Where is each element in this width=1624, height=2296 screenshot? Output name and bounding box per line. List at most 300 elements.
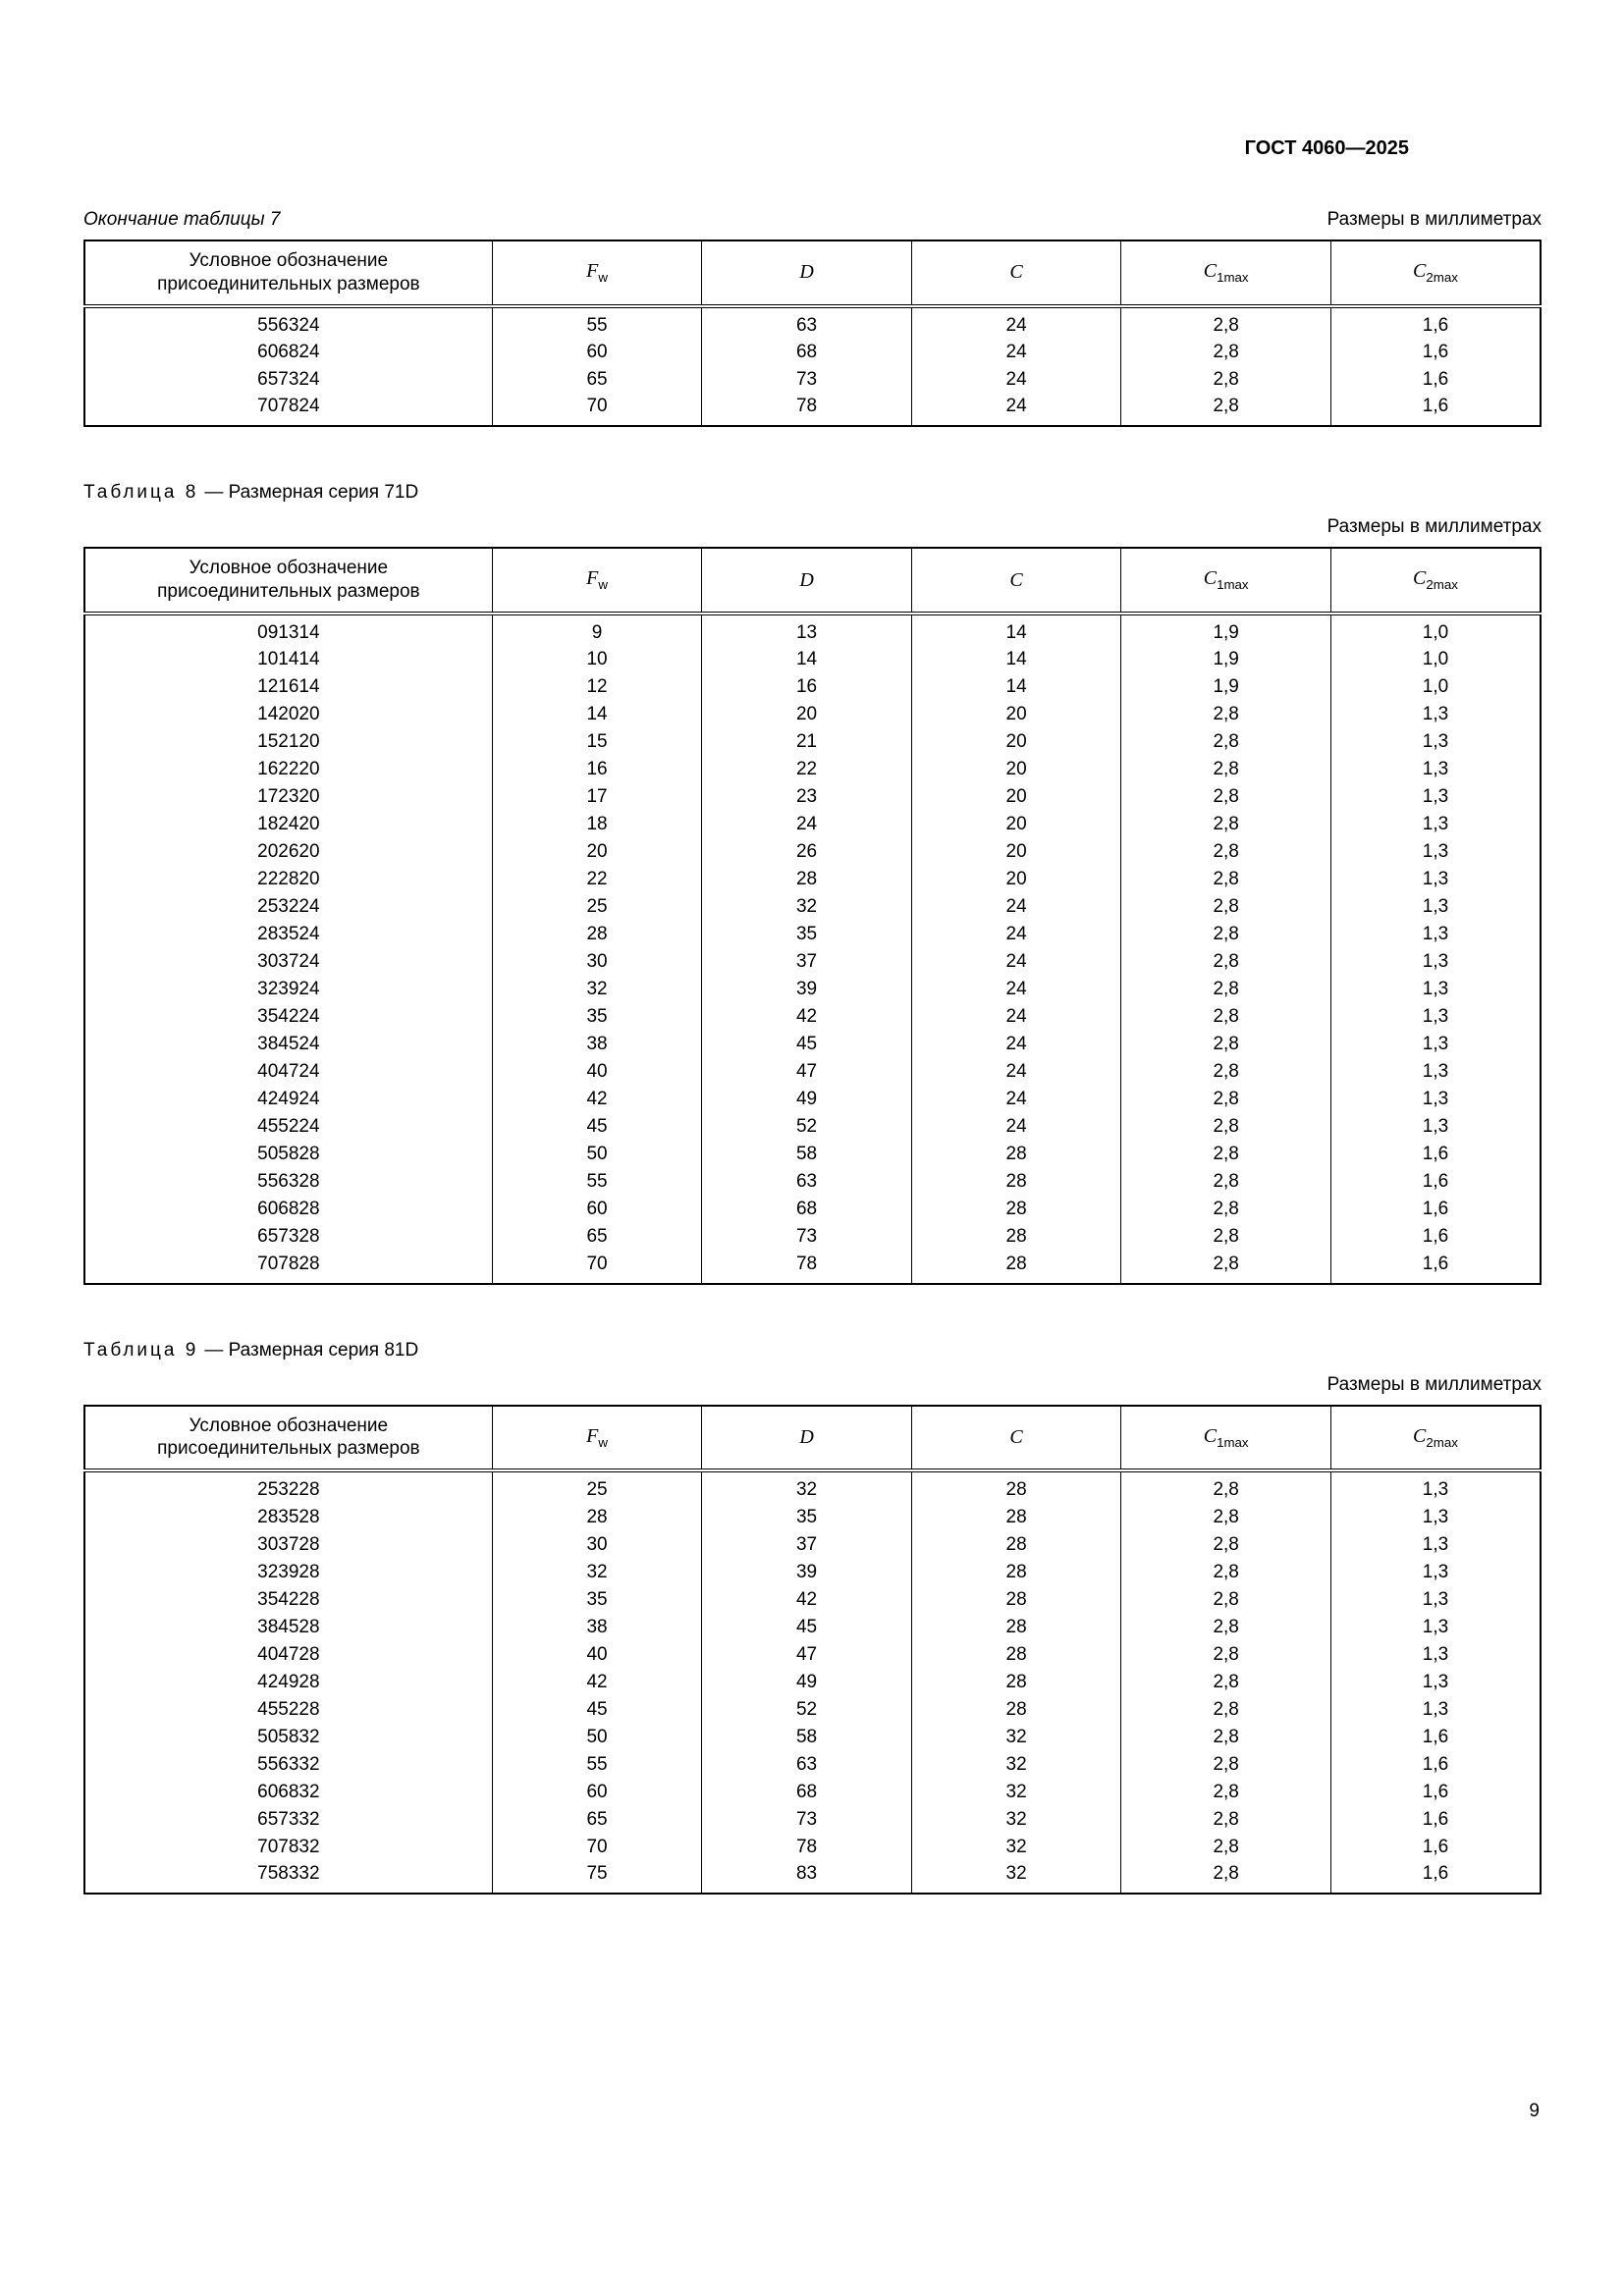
table-cell: 20 [911, 784, 1121, 812]
table9-head [84, 1406, 1541, 1471]
table-cell: 2,8 [1121, 1751, 1331, 1779]
table-cell: 38 [492, 1032, 702, 1059]
table-cell: 73 [702, 1806, 912, 1834]
table-cell: 73 [702, 1224, 912, 1252]
table-cell: 17 [492, 784, 702, 812]
table-cell: 1,9 [1121, 614, 1331, 647]
table-cell: 1,3 [1330, 949, 1541, 977]
table-row [84, 1586, 1541, 1614]
table-cell: 2,8 [1121, 1641, 1331, 1669]
table-cell: 28 [911, 1641, 1121, 1669]
table8-label: Таблица 8 [83, 482, 199, 504]
table-cell: 1,6 [1330, 1861, 1541, 1894]
table-cell: 75 [492, 1861, 702, 1894]
table-row [84, 1032, 1541, 1059]
table-cell: 1,3 [1330, 894, 1541, 922]
table-row [84, 1669, 1541, 1696]
table-cell: 20 [911, 812, 1121, 839]
table-cell: 52 [702, 1696, 912, 1724]
table-cell: 28 [911, 1531, 1121, 1559]
table-cell: 101414 [257, 649, 320, 670]
c2-subscript: 2max [1426, 269, 1458, 285]
table-cell: 49 [702, 1669, 912, 1696]
c-symbol: C [1009, 261, 1023, 284]
table-cell: 1,9 [1121, 647, 1331, 674]
table-cell: 60 [492, 1197, 702, 1224]
table-cell: 1,3 [1330, 1004, 1541, 1032]
table8-body [84, 614, 1541, 1284]
table-row [84, 1470, 1541, 1504]
table-row [84, 1724, 1541, 1751]
c1-subscript: 1max [1217, 1434, 1249, 1450]
table-cell: 22 [492, 867, 702, 894]
table-cell: 28 [702, 867, 912, 894]
table-row [84, 1004, 1541, 1032]
table-row [84, 949, 1541, 977]
d-symbol: D [799, 261, 814, 284]
table-row [84, 812, 1541, 839]
table-cell: 1,3 [1330, 1614, 1541, 1641]
table-cell: 2,8 [1121, 366, 1331, 394]
table-cell: 63 [702, 1751, 912, 1779]
table9-units-row [83, 1374, 1542, 1396]
designation-line1: Условное обозначение [189, 1415, 389, 1436]
table-cell: 283528 [257, 1506, 320, 1527]
table-cell: 2,8 [1121, 1861, 1331, 1894]
table-cell: 1,6 [1330, 1779, 1541, 1806]
table-cell: 24 [911, 1004, 1121, 1032]
table-cell: 55 [492, 1751, 702, 1779]
table-cell: 2,8 [1121, 1531, 1331, 1559]
table-cell: 1,3 [1330, 977, 1541, 1004]
table-cell: 253228 [257, 1479, 320, 1501]
table-cell: 24 [911, 339, 1121, 366]
table-cell: 45 [492, 1114, 702, 1142]
table-cell: 24 [911, 394, 1121, 426]
col-header-fw [492, 240, 702, 306]
table-cell: 1,6 [1330, 1751, 1541, 1779]
table-cell: 2,8 [1121, 1114, 1331, 1142]
table-cell: 1,3 [1330, 922, 1541, 949]
table-row [84, 366, 1541, 394]
table-cell: 202620 [257, 841, 320, 863]
table-row [84, 784, 1541, 812]
table-cell: 37 [702, 1531, 912, 1559]
table-cell: 556332 [257, 1753, 320, 1775]
table8-title [83, 482, 1542, 504]
table-cell: 40 [492, 1641, 702, 1669]
table-row [84, 647, 1541, 674]
table-cell: 32 [492, 1559, 702, 1586]
table-cell: 63 [702, 306, 912, 340]
table-cell: 1,6 [1330, 1806, 1541, 1834]
table-cell: 455224 [257, 1116, 320, 1138]
table-cell: 16 [702, 674, 912, 702]
table-8 [83, 547, 1542, 1284]
table-cell: 455228 [257, 1698, 320, 1720]
table-cell: 2,8 [1121, 1197, 1331, 1224]
table-cell: 24 [911, 977, 1121, 1004]
table-cell: 32 [911, 1751, 1121, 1779]
table-cell: 2,8 [1121, 1586, 1331, 1614]
table-cell: 2,8 [1121, 394, 1331, 426]
table-cell: 222820 [257, 869, 320, 890]
table-cell: 2,8 [1121, 1669, 1331, 1696]
table-row [84, 1197, 1541, 1224]
table-cell: 28 [911, 1142, 1121, 1169]
table-cell: 2,8 [1121, 1724, 1331, 1751]
table-cell: 1,3 [1330, 757, 1541, 784]
table-cell: 50 [492, 1724, 702, 1751]
table-cell: 28 [911, 1669, 1121, 1696]
table-cell: 1,6 [1330, 1224, 1541, 1252]
col-header-d [702, 240, 912, 306]
table-cell: 1,6 [1330, 1142, 1541, 1169]
table-cell: 1,3 [1330, 1059, 1541, 1087]
table-cell: 1,6 [1330, 394, 1541, 426]
table-cell: 1,6 [1330, 306, 1541, 340]
designation-line2: присоединительных размеров [157, 273, 420, 294]
table-cell: 78 [702, 1252, 912, 1284]
table-cell: 2,8 [1121, 306, 1331, 340]
table-cell: 9 [492, 614, 702, 647]
table-cell: 384528 [257, 1616, 320, 1637]
col-header-designation [84, 548, 492, 614]
table-cell: 58 [702, 1724, 912, 1751]
table-cell: 354228 [257, 1588, 320, 1610]
table-cell: 32 [702, 894, 912, 922]
table-cell: 20 [911, 839, 1121, 867]
col-header-c [911, 1406, 1121, 1471]
table-row [84, 977, 1541, 1004]
table-cell: 68 [702, 1779, 912, 1806]
table-cell: 404724 [257, 1061, 320, 1083]
table-cell: 14 [911, 674, 1121, 702]
c1-symbol: C [1203, 567, 1218, 590]
table-cell: 45 [702, 1032, 912, 1059]
table-cell: 12 [492, 674, 702, 702]
table-cell: 1,3 [1330, 784, 1541, 812]
table-cell: 2,8 [1121, 1806, 1331, 1834]
table-cell: 2,8 [1121, 1032, 1331, 1059]
table8-units-row [83, 516, 1542, 538]
table-cell: 2,8 [1121, 757, 1331, 784]
table-cell: 24 [911, 1032, 1121, 1059]
table-row [84, 1806, 1541, 1834]
table-cell: 22 [702, 757, 912, 784]
c2-symbol: C [1413, 260, 1427, 283]
table-cell: 2,8 [1121, 949, 1331, 977]
table-cell: 78 [702, 1834, 912, 1861]
table-cell: 2,8 [1121, 1779, 1331, 1806]
table-cell: 14 [492, 702, 702, 729]
table-cell: 28 [911, 1224, 1121, 1252]
table-cell: 1,3 [1330, 1531, 1541, 1559]
table-row [84, 1114, 1541, 1142]
table-row [84, 674, 1541, 702]
table-cell: 28 [911, 1559, 1121, 1586]
table-cell: 323924 [257, 979, 320, 1000]
table-cell: 45 [702, 1614, 912, 1641]
table-cell: 20 [911, 757, 1121, 784]
c2-symbol: C [1413, 1424, 1427, 1447]
table-cell: 2,8 [1121, 1614, 1331, 1641]
table-cell: 35 [492, 1586, 702, 1614]
table-cell: 758332 [257, 1862, 320, 1884]
table-cell: 2,8 [1121, 1504, 1331, 1531]
table-cell: 35 [702, 1504, 912, 1531]
table-cell: 1,3 [1330, 702, 1541, 729]
table-cell: 35 [702, 922, 912, 949]
table-cell: 42 [492, 1669, 702, 1696]
table-cell: 32 [911, 1806, 1121, 1834]
table-row [84, 1504, 1541, 1531]
table-cell: 2,8 [1121, 1004, 1331, 1032]
table-row [84, 867, 1541, 894]
table-row [84, 614, 1541, 647]
col-header-c2max [1330, 240, 1541, 306]
table-cell: 42 [492, 1087, 702, 1114]
table-cell: 60 [492, 339, 702, 366]
table-cell: 25 [492, 1470, 702, 1504]
table-cell: 38 [492, 1614, 702, 1641]
table-cell: 35 [492, 1004, 702, 1032]
table-row [84, 1059, 1541, 1087]
table-cell: 1,3 [1330, 1696, 1541, 1724]
table-cell: 505828 [257, 1144, 320, 1165]
table-cell: 2,8 [1121, 1169, 1331, 1197]
c-symbol: C [1009, 1425, 1023, 1448]
table-cell: 303724 [257, 951, 320, 973]
table-cell: 2,8 [1121, 839, 1331, 867]
table-row [84, 1834, 1541, 1861]
table-cell: 15 [492, 729, 702, 757]
table-cell: 1,3 [1330, 1669, 1541, 1696]
table-cell: 2,8 [1121, 1224, 1331, 1252]
table-cell: 28 [911, 1586, 1121, 1614]
table-row [84, 839, 1541, 867]
table-row [84, 894, 1541, 922]
table-cell: 2,8 [1121, 977, 1331, 1004]
table-cell: 16 [492, 757, 702, 784]
table9-body [84, 1470, 1541, 1894]
table-cell: 28 [911, 1470, 1121, 1504]
table-row [84, 394, 1541, 426]
table-cell: 73 [702, 366, 912, 394]
table-cell: 70 [492, 1834, 702, 1861]
table8-title-text: — Размерная серия 71D [204, 482, 419, 504]
units-label-table7: Размеры в миллиметрах [1326, 209, 1542, 230]
table-cell: 1,6 [1330, 1197, 1541, 1224]
table-cell: 21 [702, 729, 912, 757]
table-row [84, 1169, 1541, 1197]
table-cell: 2,8 [1121, 1834, 1331, 1861]
table-cell: 68 [702, 339, 912, 366]
table-cell: 52 [702, 1114, 912, 1142]
table9-title-text: — Размерная серия 81D [204, 1339, 419, 1361]
table-cell: 1,3 [1330, 729, 1541, 757]
table-cell: 47 [702, 1641, 912, 1669]
table-cell: 1,3 [1330, 1032, 1541, 1059]
table-cell: 2,8 [1121, 894, 1331, 922]
table-9 [83, 1405, 1542, 1895]
doc-code: ГОСТ 4060—2025 [1244, 137, 1409, 159]
table-row [84, 1087, 1541, 1114]
table-cell: 1,3 [1330, 1087, 1541, 1114]
table-cell: 24 [911, 366, 1121, 394]
table-cell: 45 [492, 1696, 702, 1724]
table-cell: 65 [492, 366, 702, 394]
table-row [84, 702, 1541, 729]
table-cell: 42 [702, 1004, 912, 1032]
table-cell: 2,8 [1121, 1059, 1331, 1087]
table-cell: 2,8 [1121, 784, 1331, 812]
col-header-c [911, 548, 1121, 614]
table-cell: 30 [492, 1531, 702, 1559]
table-cell: 1,6 [1330, 1724, 1541, 1751]
table-cell: 28 [911, 1504, 1121, 1531]
table-cell: 28 [492, 922, 702, 949]
c2-subscript: 2max [1426, 1434, 1458, 1450]
table7-caption: Окончание таблицы 7 [83, 209, 281, 230]
c1-symbol: C [1203, 260, 1218, 283]
table-cell: 707824 [257, 396, 320, 417]
table-cell: 58 [702, 1142, 912, 1169]
c1-subscript: 1max [1217, 577, 1249, 593]
table-cell: 152120 [257, 731, 320, 753]
table-cell: 1,3 [1330, 1470, 1541, 1504]
table-cell: 49 [702, 1087, 912, 1114]
col-header-c [911, 240, 1121, 306]
table-cell: 14 [911, 614, 1121, 647]
designation-line2: присоединительных размеров [157, 581, 420, 603]
table7-head [84, 240, 1541, 306]
table-cell: 24 [911, 894, 1121, 922]
table-cell: 20 [702, 702, 912, 729]
table-cell: 556328 [257, 1171, 320, 1193]
table-cell: 20 [911, 867, 1121, 894]
table-cell: 1,3 [1330, 1641, 1541, 1669]
table-cell: 323928 [257, 1561, 320, 1582]
c-symbol: C [1009, 568, 1023, 591]
table-cell: 2,8 [1121, 339, 1331, 366]
table-cell: 091314 [257, 621, 320, 643]
fw-symbol: F [586, 567, 599, 590]
table-cell: 65 [492, 1224, 702, 1252]
table-cell: 24 [911, 1087, 1121, 1114]
table-row [84, 1531, 1541, 1559]
table-cell: 32 [911, 1861, 1121, 1894]
table-cell: 63 [702, 1169, 912, 1197]
table-cell: 39 [702, 1559, 912, 1586]
units-label-table8: Размеры в миллиметрах [1326, 516, 1542, 538]
table-cell: 1,3 [1330, 1586, 1541, 1614]
table-cell: 121614 [257, 676, 320, 698]
table-cell: 50 [492, 1142, 702, 1169]
table-cell: 20 [911, 729, 1121, 757]
col-header-fw [492, 548, 702, 614]
table-cell: 30 [492, 949, 702, 977]
table-cell: 2,8 [1121, 1470, 1331, 1504]
col-header-c1max [1121, 240, 1331, 306]
header-row [84, 240, 1541, 306]
table-row [84, 1142, 1541, 1169]
table-cell: 28 [911, 1197, 1121, 1224]
table-cell: 424928 [257, 1671, 320, 1692]
table-cell: 24 [911, 922, 1121, 949]
table-cell: 20 [492, 839, 702, 867]
c1-symbol: C [1203, 1424, 1218, 1447]
table-cell: 2,8 [1121, 1087, 1331, 1114]
table-cell: 32 [911, 1724, 1121, 1751]
table-cell: 1,0 [1330, 614, 1541, 647]
header-row [84, 1406, 1541, 1471]
table-7-continuation [83, 240, 1542, 427]
table-cell: 70 [492, 1252, 702, 1284]
table-cell: 2,8 [1121, 1696, 1331, 1724]
table9-title [83, 1340, 1542, 1362]
table-cell: 2,8 [1121, 1142, 1331, 1169]
table-cell: 32 [702, 1470, 912, 1504]
table-cell: 303728 [257, 1533, 320, 1555]
table-cell: 657328 [257, 1226, 320, 1248]
table-cell: 1,9 [1121, 674, 1331, 702]
table-cell: 1,3 [1330, 1559, 1541, 1586]
table-cell: 606832 [257, 1781, 320, 1802]
c2-symbol: C [1413, 567, 1427, 590]
table-cell: 24 [702, 812, 912, 839]
table-row [84, 757, 1541, 784]
table-row [84, 1751, 1541, 1779]
table-cell: 1,3 [1330, 867, 1541, 894]
col-header-d [702, 1406, 912, 1471]
table-cell: 162220 [257, 759, 320, 780]
col-header-c1max [1121, 548, 1331, 614]
table-cell: 1,6 [1330, 1834, 1541, 1861]
fw-subscript: w [598, 269, 608, 285]
table-cell: 32 [492, 977, 702, 1004]
table-row [84, 1779, 1541, 1806]
table-cell: 182420 [257, 814, 320, 835]
table-cell: 707832 [257, 1836, 320, 1857]
table-cell: 28 [911, 1696, 1121, 1724]
table7-caption-row [83, 209, 1542, 231]
table-cell: 424924 [257, 1089, 320, 1110]
table-cell: 60 [492, 1779, 702, 1806]
table-row [84, 729, 1541, 757]
table-cell: 142020 [257, 704, 320, 725]
table-cell: 2,8 [1121, 1252, 1331, 1284]
table-row [84, 1614, 1541, 1641]
table-cell: 172320 [257, 786, 320, 808]
table-cell: 1,0 [1330, 647, 1541, 674]
designation-line1: Условное обозначение [189, 250, 389, 271]
table-cell: 70 [492, 394, 702, 426]
table-row [84, 1641, 1541, 1669]
table-cell: 404728 [257, 1643, 320, 1665]
table-cell: 55 [492, 1169, 702, 1197]
table-cell: 1,6 [1330, 339, 1541, 366]
table-cell: 2,8 [1121, 1559, 1331, 1586]
table-cell: 68 [702, 1197, 912, 1224]
table-cell: 18 [492, 812, 702, 839]
table-cell: 657332 [257, 1808, 320, 1830]
table-cell: 32 [911, 1834, 1121, 1861]
table-cell: 1,0 [1330, 674, 1541, 702]
table-cell: 556324 [257, 314, 320, 336]
table-cell: 2,8 [1121, 729, 1331, 757]
table-cell: 606824 [257, 341, 320, 362]
